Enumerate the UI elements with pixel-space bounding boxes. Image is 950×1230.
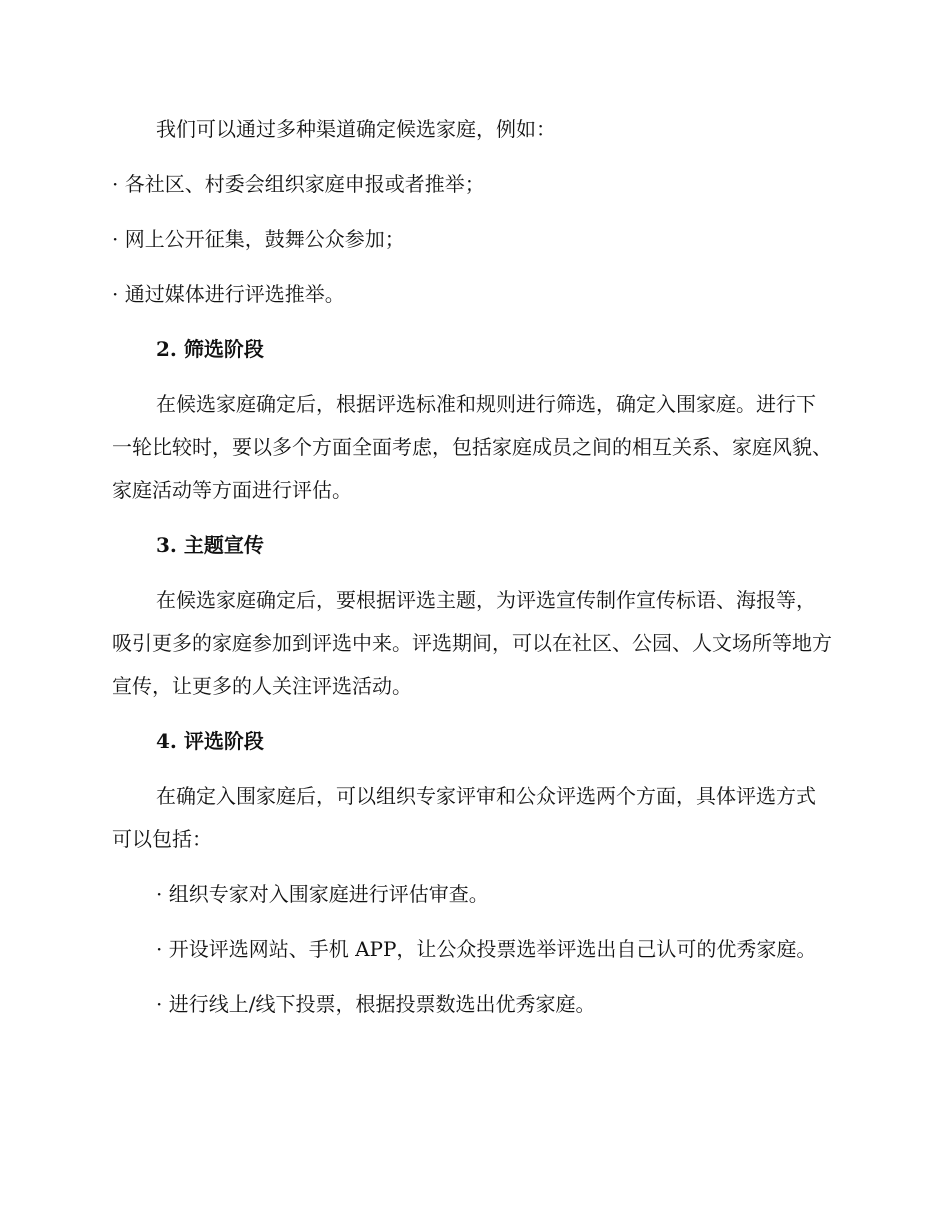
section4-body: 在确定入围家庭后，可以组织专家评审和公众评选两个方面，具体评选方式可以包括： <box>112 784 816 851</box>
intro-bullet-1: · 各社区、村委会组织家庭申报或者推举； <box>112 172 485 196</box>
section4-bullet-1: · 组织专家对入围家庭进行评估审查。 <box>156 882 489 906</box>
section4-bullet-3: · 进行线上/线下投票，根据投票数选出优秀家庭。 <box>156 992 596 1016</box>
intro-bullet-3: · 通过媒体进行评选推举。 <box>112 282 345 306</box>
section4-bullet-2: · 开设评选网站、手机 APP，让公众投票选举评选出自己认可的优秀家庭。 <box>156 937 817 961</box>
section3-body: 在候选家庭确定后，要根据评选主题，为评选宣传制作宣传标语、海报等，吸引更多的家庭参加到评选中来。评选期间，可以在社区、公园、人文场所等地方宣传，让更多的人关注评选活动。 <box>112 588 832 698</box>
section3-heading: 3. 主题宣传 <box>156 533 264 557</box>
section2-body: 在候选家庭确定后，根据评选标准和规则进行筛选，确定入围家庭。进行下一轮比较时，要以多个方面全面考虑，包括家庭成员之间的相互关系、家庭风貌、家庭活动等方面进行评估。 <box>112 392 832 502</box>
section2-heading: 2. 筛选阶段 <box>156 337 264 361</box>
intro-paragraph: 我们可以通过多种渠道确定候选家庭，例如： <box>156 117 556 141</box>
section4-heading: 4. 评选阶段 <box>156 729 264 753</box>
intro-bullet-2: · 网上公开征集，鼓舞公众参加； <box>112 227 405 251</box>
